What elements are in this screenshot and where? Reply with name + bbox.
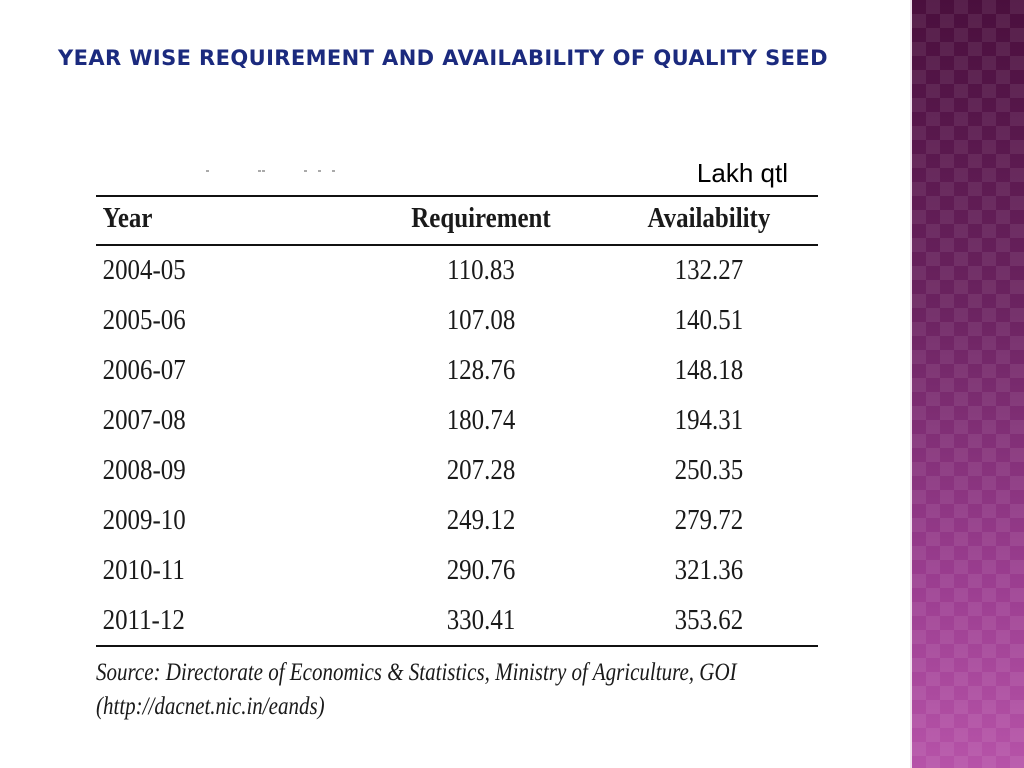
cell-requirement: 249.12 [446,504,516,536]
source-note [96,656,818,724]
table-bottom-rule [96,645,818,647]
cell-requirement: 180.74 [446,404,516,436]
cell-requirement: 290.76 [446,554,516,586]
cell-requirement: 128.76 [446,354,516,386]
table-row [94,404,744,454]
cell-requirement: 110.83 [447,254,515,286]
cell-year: 2011-12 [102,604,185,636]
cell-year: 2009-10 [102,504,186,536]
cell-requirement: 107.08 [446,304,516,336]
unit-label: Lakh qtl [696,158,788,188]
source-url: (http://dacnet.nic.in/eands) [96,693,325,720]
table-row [94,254,744,304]
decorative-side-band [912,0,1024,768]
table-row [94,554,744,604]
header-requirement: Requirement [411,202,551,234]
cell-year: 2004-05 [102,254,186,286]
cell-year: 2006-07 [102,354,186,386]
header-year: Year [102,202,153,234]
table-top-rule [96,195,818,197]
cell-availability: 140.51 [674,304,744,336]
seed-table-figure [94,150,818,730]
cell-availability: 353.62 [674,604,744,636]
cell-year: 2008-09 [102,454,186,486]
table-row [94,454,744,504]
cell-availability: 132.27 [674,254,744,286]
header-availability: Availability [647,202,771,234]
cell-availability: 250.35 [674,454,744,486]
cell-availability: 194.31 [674,404,744,436]
table-row [94,504,744,554]
faint-scan-marks [206,166,346,176]
cell-availability: 321.36 [674,554,744,586]
table-row [94,354,744,404]
slide-title: YEAR WISE REQUIREMENT AND AVAILABILITY OF QUALITY SEED [58,46,828,70]
cell-availability: 279.72 [674,504,744,536]
table-header-rule [96,244,818,246]
cell-year: 2010-11 [102,554,185,586]
table-row [94,304,744,354]
cell-requirement: 330.41 [446,604,516,636]
cell-requirement: 207.28 [446,454,516,486]
cell-year: 2005-06 [102,304,186,336]
cell-availability: 148.18 [674,354,744,386]
source-line: Source: Directorate of Economics & Statistics, Ministry of Agriculture, GOI [96,659,737,686]
cell-year: 2007-08 [102,404,186,436]
